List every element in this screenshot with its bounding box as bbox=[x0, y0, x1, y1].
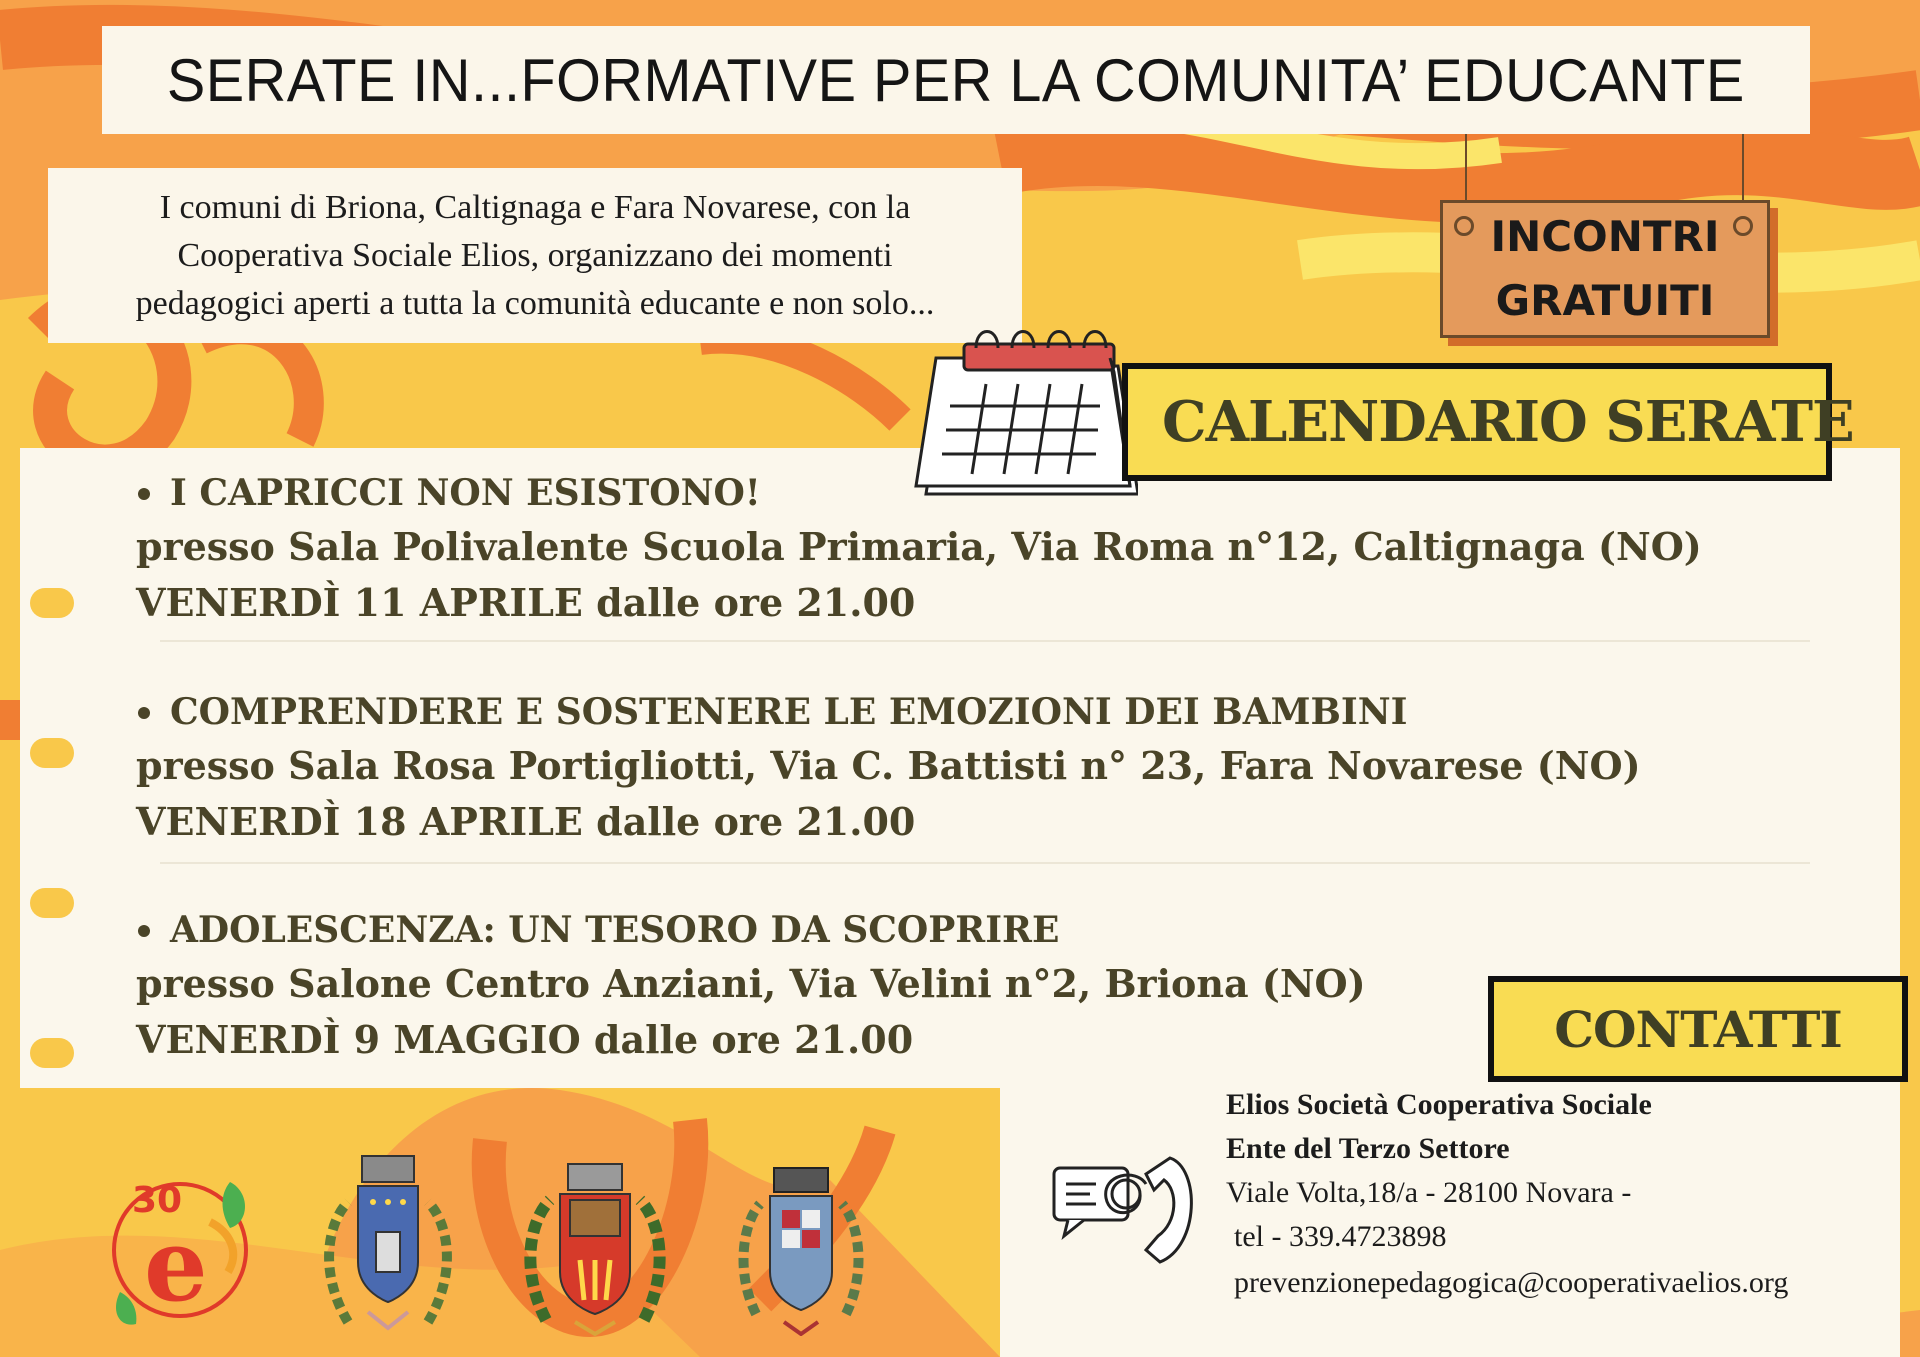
contact-email[interactable]: prevenzionepedagogica@cooperativaelios.org bbox=[1234, 1266, 1789, 1299]
title-banner bbox=[102, 26, 1810, 134]
free-meetings-badge bbox=[1440, 200, 1770, 338]
contact-phone: tel - 339.4723898 bbox=[1234, 1220, 1447, 1253]
contact-sector: Ente del Terzo Settore bbox=[1226, 1132, 1510, 1165]
briona-coat-of-arms bbox=[318, 1152, 458, 1332]
event-1-venue: presso Sala Polivalente Scuola Primaria, Via Roma n°12, Caltignaga (NO) bbox=[136, 524, 1702, 569]
caltignaga-coat-of-arms bbox=[520, 1160, 670, 1336]
contacts-heading-box bbox=[1488, 976, 1908, 1082]
logo-30-text: 30 bbox=[132, 1180, 183, 1221]
contact-address: Viale Volta,18/a - 28100 Novara - bbox=[1226, 1176, 1632, 1209]
event-3-venue: presso Salone Centro Anziani, Via Velini n°2, Briona (NO) bbox=[136, 961, 1366, 1006]
event-2-venue: presso Sala Rosa Portigliotti, Via C. Battisti n° 23, Fara Novarese (NO) bbox=[136, 743, 1641, 788]
calendar-heading: CALENDARIO SERATE bbox=[1162, 389, 1854, 455]
divider bbox=[160, 862, 1810, 864]
divider bbox=[160, 640, 1810, 642]
contacts-heading: CONTATTI bbox=[1554, 999, 1842, 1059]
elios-30-logo bbox=[100, 1162, 260, 1332]
calendar-heading-box bbox=[1122, 363, 1854, 481]
event-2-title: COMPRENDERE E SOSTENERE LE EMOZIONI DEI BAMBINI bbox=[170, 691, 1408, 733]
badge-pin-left bbox=[1454, 216, 1474, 236]
event-1-date: VENERDÌ 11 APRILE dalle ore 21.00 bbox=[136, 580, 916, 625]
paper-hole bbox=[30, 588, 74, 618]
intro-box bbox=[48, 168, 1022, 343]
intro-text: I comuni di Briona, Caltignaga e Fara Novarese, con la Cooperativa Sociale Elios, organizzano dei momenti pedagogici aperti a tutta la comunità educante e non solo... bbox=[135, 188, 935, 322]
event-3-date: VENERDÌ 9 MAGGIO dalle ore 21.00 bbox=[136, 1017, 914, 1062]
logo-e-text: e bbox=[144, 1206, 208, 1324]
paper-hole bbox=[30, 888, 74, 918]
paper-hole bbox=[30, 1038, 74, 1068]
event-2-date: VENERDÌ 18 APRILE dalle ore 21.00 bbox=[136, 799, 916, 844]
badge-text: INCONTRI GRATUITI bbox=[1490, 212, 1720, 325]
contact-org: Elios Società Cooperativa Sociale bbox=[1226, 1088, 1652, 1121]
paper-hole bbox=[30, 738, 74, 768]
calendar-icon bbox=[906, 326, 1138, 504]
event-3-title: ADOLESCENZA: UN TESORO DA SCOPRIRE bbox=[170, 909, 1060, 951]
badge-pin-right bbox=[1733, 216, 1753, 236]
fara-novarese-coat-of-arms bbox=[736, 1164, 866, 1336]
contact-icon bbox=[1050, 1150, 1210, 1270]
page-title: SERATE IN...FORMATIVE PER LA COMUNITA’ EDUCANTE bbox=[167, 46, 1745, 114]
event-1-title: I CAPRICCI NON ESISTONO! bbox=[170, 472, 761, 514]
